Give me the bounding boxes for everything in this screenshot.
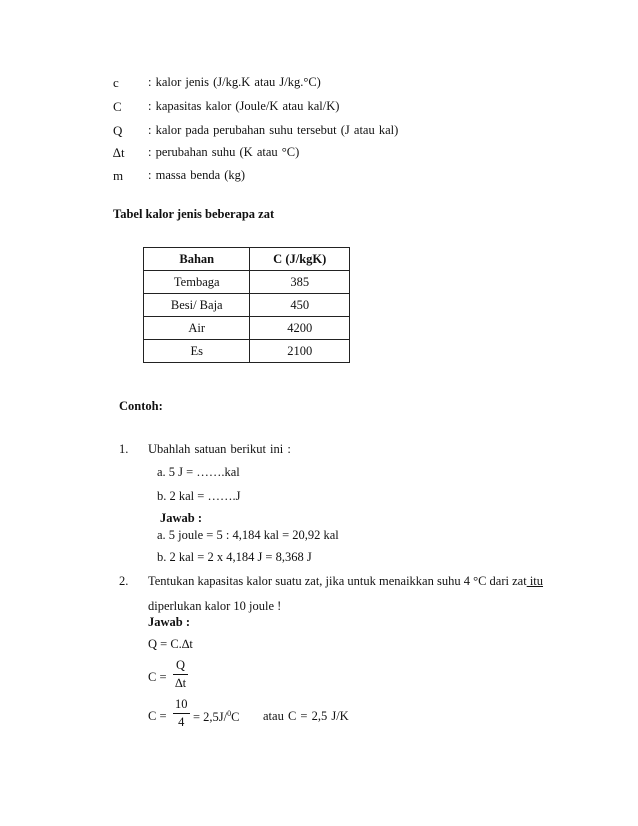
fraction-bar [173, 674, 188, 675]
definition-text: : massa benda (kg) [148, 168, 246, 182]
fraction-denominator: ∆t [175, 676, 187, 690]
question-item: a. 5 J = …….kal [157, 465, 240, 479]
question-number: 2. [119, 574, 129, 588]
table-cell: Tembaga [144, 271, 250, 294]
question-number: 1. [119, 442, 129, 456]
fraction-10-over-4 [173, 697, 190, 730]
table-cell: Besi/ Baja [144, 294, 250, 317]
column-header-c: C (J/kgK) [250, 248, 350, 271]
fraction-numerator: 10 [175, 697, 188, 711]
definition-symbol: m [113, 168, 124, 183]
definition-text: : kalor jenis (J/kg.K atau J/kg.°C) [148, 75, 321, 89]
question-text: Tentukan kapasitas kalor suatu zat, jika untuk menaikkan suhu 4 °C dari zat itu [148, 574, 544, 588]
table-cell: 2100 [250, 340, 350, 363]
formula-heat: Q = C.∆t [148, 637, 193, 651]
answer-heading: Jawab : [148, 615, 191, 629]
fraction-q-over-dt [173, 658, 188, 691]
table-row [144, 340, 350, 363]
question-text: Ubahlah satuan berikut ini : [148, 442, 291, 456]
answer-item: b. 2 kal = 2 x 4,184 J = 8,368 J [157, 550, 312, 564]
question-text-continued: diperlukan kalor 10 joule ! [148, 599, 282, 613]
table-cell: 4200 [250, 317, 350, 340]
fraction-numerator: Q [176, 658, 186, 672]
answer-heading: Jawab : [160, 511, 203, 525]
table-cell: Air [144, 317, 250, 340]
formula-c-label: C = [148, 670, 167, 684]
definition-symbol: C [113, 99, 122, 114]
column-header-bahan: Bahan [144, 248, 250, 271]
definition-text: : kapasitas kalor (Joule/K atau kal/K) [148, 99, 340, 113]
definition-text: : perubahan suhu (K atau °C) [148, 145, 300, 159]
table-row [144, 317, 350, 340]
table-header-row [144, 248, 350, 271]
contoh-heading: Contoh: [119, 399, 163, 413]
question-item: b. 2 kal = …….J [157, 489, 241, 503]
table-title: Tabel kalor jenis beberapa zat [113, 207, 275, 221]
table-row [144, 294, 350, 317]
table-cell: 450 [250, 294, 350, 317]
formula-result: = 2,5J/$^0$C [193, 709, 240, 725]
definition-symbol: c [113, 75, 119, 90]
specific-heat-table [143, 247, 350, 363]
answer-item: a. 5 joule = 5 : 4,184 kal = 20,92 kal [157, 528, 339, 542]
formula-c-label: C = [148, 709, 167, 723]
fraction-denominator: 4 [178, 715, 185, 729]
fraction-bar [173, 713, 190, 714]
definition-symbol: Q [113, 123, 123, 138]
table-row [144, 271, 350, 294]
definition-text: : kalor pada perubahan suhu tersebut (J atau kal) [148, 123, 399, 137]
formula-alternative: atau C = 2,5 J/K [263, 709, 349, 723]
table-cell: 385 [250, 271, 350, 294]
table-cell: Es [144, 340, 250, 363]
definition-symbol: ∆t [113, 145, 125, 160]
